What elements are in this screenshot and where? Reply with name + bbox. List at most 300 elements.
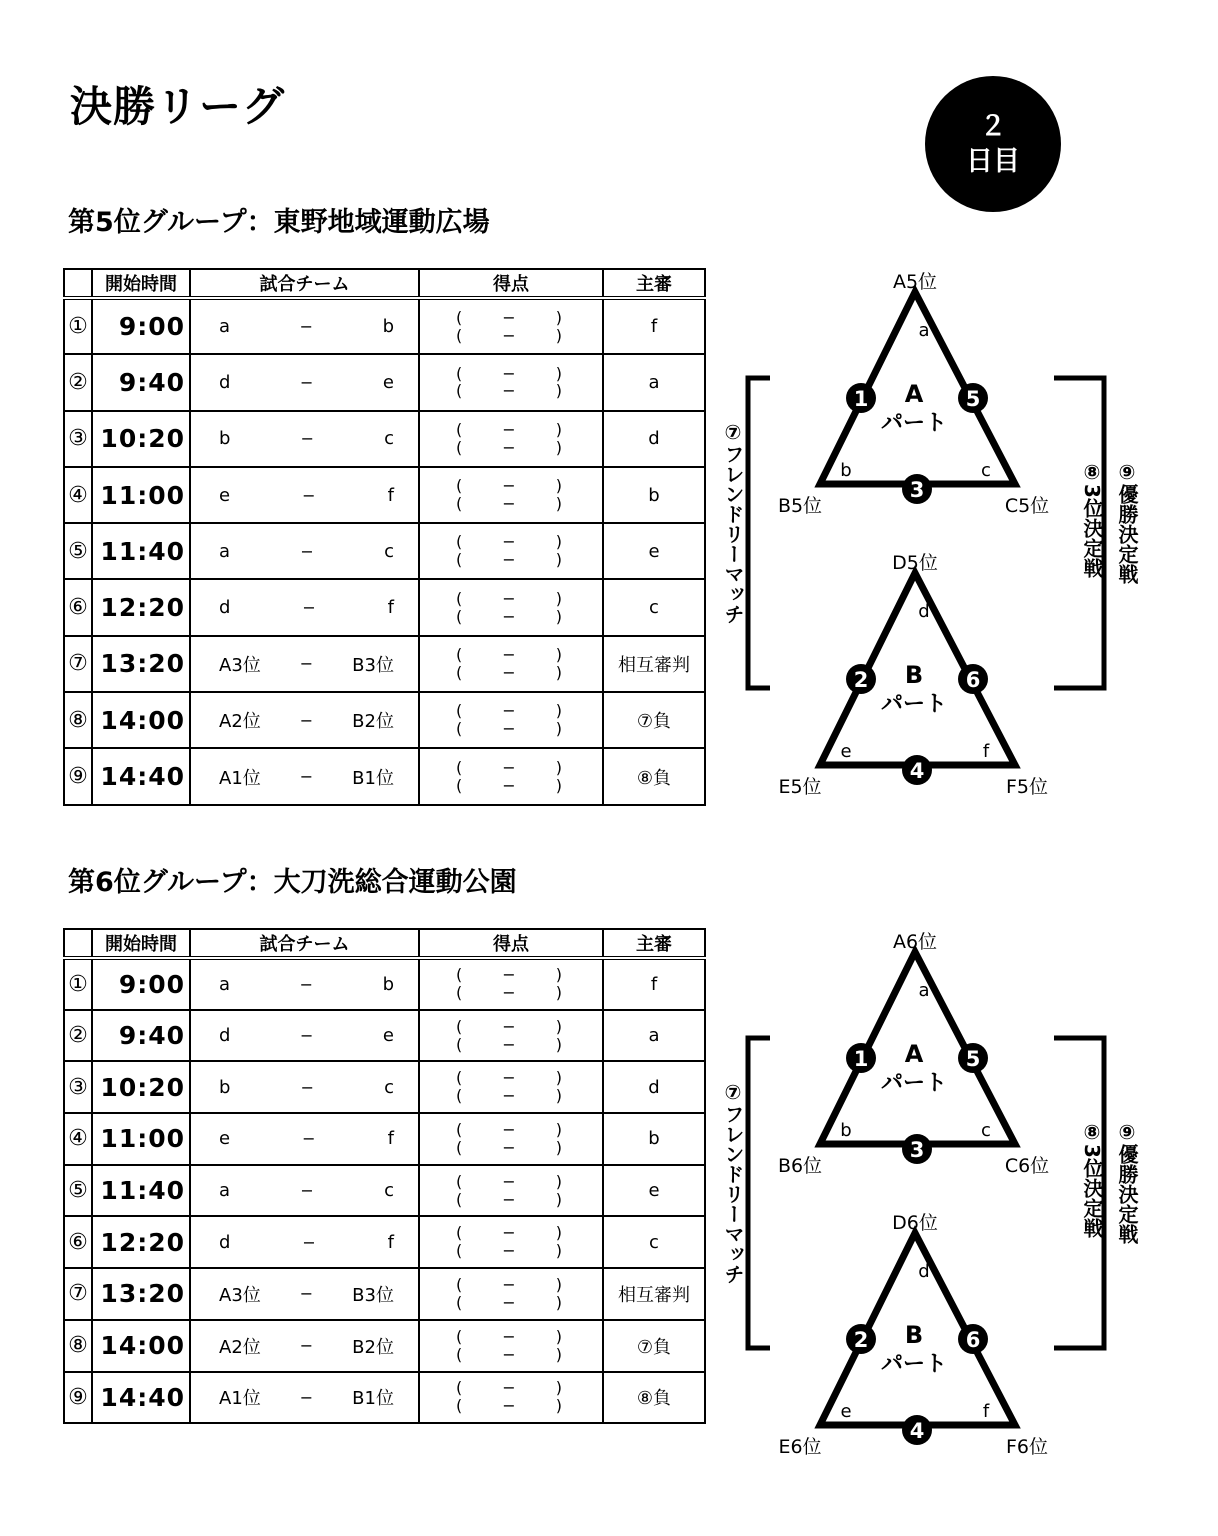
match-referee: ⑦負 xyxy=(603,1320,705,1372)
away-team: B2位 xyxy=(352,711,394,733)
score-line xyxy=(420,1139,602,1157)
match-row xyxy=(64,1216,705,1268)
vertex-label-left: E6位 xyxy=(778,1436,822,1458)
vs-dash: − xyxy=(300,429,314,449)
paren-open: ( xyxy=(456,1292,463,1312)
score-dash: − xyxy=(502,1171,516,1191)
home-team: b xyxy=(219,428,231,450)
paren-open: ( xyxy=(456,965,463,985)
part-letter: A xyxy=(904,380,924,408)
header-teams: 試合チーム xyxy=(190,269,419,298)
match-number: ① xyxy=(64,298,92,354)
match-time: 14:40 xyxy=(92,748,190,804)
score-dash: − xyxy=(502,419,516,439)
match-circle-number: 3 xyxy=(909,478,925,502)
score-dash: − xyxy=(502,1068,516,1088)
header-num xyxy=(64,269,92,298)
match-teams xyxy=(190,958,419,1010)
header-score: 得点 xyxy=(419,929,603,958)
match-circle-number: 4 xyxy=(909,1419,925,1443)
paren-close: ) xyxy=(555,1189,562,1209)
score-line xyxy=(420,309,602,327)
vertex-label-left: B6位 xyxy=(777,1155,823,1177)
paren-close: ) xyxy=(555,1034,562,1054)
score-line xyxy=(420,365,602,383)
match-row xyxy=(64,579,705,635)
paren-open: ( xyxy=(456,775,463,795)
score-line xyxy=(420,1294,602,1312)
third-place-label: ⑧3位決定戦 xyxy=(1080,1120,1104,1238)
match-row xyxy=(64,748,705,804)
home-team: a xyxy=(219,316,231,338)
match-time: 14:00 xyxy=(92,1320,190,1372)
paren-close: ) xyxy=(555,1378,562,1398)
paren-open: ( xyxy=(456,532,463,552)
score-dash: − xyxy=(502,1241,516,1261)
paren-open: ( xyxy=(456,307,463,327)
score-line xyxy=(420,1242,602,1260)
score-line xyxy=(420,1173,602,1191)
final-label: ⑨優勝決定戦 xyxy=(1115,460,1139,584)
score-line xyxy=(420,966,602,984)
match-number: ⑥ xyxy=(64,579,92,635)
match-referee: f xyxy=(603,298,705,354)
score-cell xyxy=(419,1165,603,1217)
match-teams xyxy=(190,298,419,354)
match-number: ③ xyxy=(64,1061,92,1113)
score-dash: − xyxy=(502,1292,516,1312)
match-teams xyxy=(190,411,419,467)
header-teams: 試合チーム xyxy=(190,929,419,958)
paren-close: ) xyxy=(555,1120,562,1139)
match-row xyxy=(64,1165,705,1217)
match-teams xyxy=(190,1268,419,1320)
score-cell xyxy=(419,1372,603,1424)
score-dash: − xyxy=(502,1120,516,1139)
away-team: c xyxy=(384,540,394,562)
match-time: 9:00 xyxy=(92,298,190,354)
match-referee: ⑧負 xyxy=(603,1372,705,1424)
part-label: パート xyxy=(880,1352,948,1377)
paren-close: ) xyxy=(555,662,562,682)
vs-dash: − xyxy=(299,710,314,730)
score-cell xyxy=(419,748,603,804)
paren-close: ) xyxy=(555,1086,562,1106)
score-cell xyxy=(419,692,603,748)
paren-open: ( xyxy=(456,437,463,457)
paren-close: ) xyxy=(555,1292,562,1312)
score-line xyxy=(420,1276,602,1294)
score-dash: − xyxy=(502,550,516,570)
score-dash: − xyxy=(502,1189,516,1209)
home-team: a xyxy=(219,1180,231,1202)
paren-open: ( xyxy=(456,1137,463,1157)
part-label: パート xyxy=(880,411,948,436)
match-teams xyxy=(190,1320,419,1372)
score-cell xyxy=(419,958,603,1010)
paren-open: ( xyxy=(456,1241,463,1261)
paren-open: ( xyxy=(456,1378,463,1398)
paren-open: ( xyxy=(456,719,463,739)
header-score: 得点 xyxy=(419,269,603,298)
match-referee: b xyxy=(603,467,705,523)
score-cell xyxy=(419,1268,603,1320)
match-row xyxy=(64,523,705,579)
match-number: ⑦ xyxy=(64,1268,92,1320)
score-dash: − xyxy=(502,983,516,1003)
paren-close: ) xyxy=(555,965,562,985)
home-team: A3位 xyxy=(219,1284,261,1306)
away-team: c xyxy=(384,1076,394,1098)
score-dash: − xyxy=(502,476,516,496)
vs-dash: − xyxy=(299,654,314,674)
vertex-team-top: d xyxy=(918,1261,930,1282)
match-number: ② xyxy=(64,1010,92,1062)
triangle-part-a xyxy=(778,271,1049,517)
match-circle-number: 6 xyxy=(965,668,981,692)
vs-dash: − xyxy=(300,1077,314,1097)
score-line xyxy=(420,590,602,608)
vertex-label-top: D5位 xyxy=(892,552,938,574)
score-cell xyxy=(419,579,603,635)
score-dash: − xyxy=(502,775,516,795)
paren-close: ) xyxy=(555,381,562,401)
match-time: 11:00 xyxy=(92,1113,190,1165)
paren-open: ( xyxy=(456,1016,463,1036)
paren-close: ) xyxy=(555,325,562,345)
vertex-label-top: A6位 xyxy=(892,931,938,953)
match-row xyxy=(64,411,705,467)
match-teams xyxy=(190,1165,419,1217)
paren-open: ( xyxy=(456,701,463,721)
paren-open: ( xyxy=(456,1086,463,1106)
paren-open: ( xyxy=(456,1171,463,1191)
match-time: 11:00 xyxy=(92,467,190,523)
vertex-label-top: A5位 xyxy=(892,271,938,293)
away-team: B2位 xyxy=(352,1336,394,1358)
home-team: b xyxy=(219,1076,231,1098)
score-line xyxy=(420,1069,602,1087)
score-cell xyxy=(419,298,603,354)
score-cell xyxy=(419,1320,603,1372)
score-line xyxy=(420,1018,602,1036)
paren-close: ) xyxy=(555,775,562,795)
vertex-team-left: e xyxy=(840,1401,852,1422)
match-row xyxy=(64,298,705,354)
score-dash: − xyxy=(502,606,516,626)
paren-open: ( xyxy=(456,606,463,626)
paren-close: ) xyxy=(555,1396,562,1416)
left-bracket xyxy=(748,378,770,688)
triangle-part-a xyxy=(778,931,1049,1177)
group-title-6: 第6位グループ：大刀洗総合運動公園 xyxy=(68,867,517,898)
match-circle-number: 2 xyxy=(853,668,869,692)
vertex-team-left: b xyxy=(840,1120,852,1141)
vertex-team-left: e xyxy=(840,741,852,762)
vs-dash: − xyxy=(302,1129,316,1149)
score-line xyxy=(420,1379,602,1397)
match-row xyxy=(64,1320,705,1372)
triangle-part-b xyxy=(778,552,1048,798)
score-line xyxy=(420,439,602,457)
day-label: 日目 xyxy=(966,146,1020,177)
score-cell xyxy=(419,523,603,579)
vertex-label-top: D6位 xyxy=(892,1212,938,1234)
score-dash: − xyxy=(502,965,516,985)
home-team: a xyxy=(219,540,231,562)
vertex-label-left: B5位 xyxy=(777,495,823,517)
paren-open: ( xyxy=(456,1223,463,1243)
vs-dash: − xyxy=(299,1284,314,1304)
paren-open: ( xyxy=(456,1120,463,1139)
vertex-team-top: a xyxy=(918,320,930,341)
match-teams xyxy=(190,579,419,635)
home-team: d xyxy=(219,1231,231,1253)
score-dash: − xyxy=(502,1034,516,1054)
vertex-label-right: F5位 xyxy=(1005,776,1049,798)
away-team: b xyxy=(382,316,394,338)
score-cell xyxy=(419,636,603,692)
score-dash: − xyxy=(502,532,516,552)
match-referee: a xyxy=(603,1010,705,1062)
match-circle-number: 1 xyxy=(853,387,869,411)
match-teams xyxy=(190,1372,419,1424)
score-cell xyxy=(419,1061,603,1113)
vertex-label-left: E5位 xyxy=(778,776,822,798)
match-time: 11:40 xyxy=(92,523,190,579)
paren-open: ( xyxy=(456,325,463,345)
match-referee: a xyxy=(603,354,705,410)
vertex-team-right: f xyxy=(982,741,990,762)
score-dash: − xyxy=(502,701,516,721)
away-team: f xyxy=(387,484,394,506)
day-number: ２ xyxy=(979,110,1007,142)
header-start-time: 開始時間 xyxy=(92,269,190,298)
score-cell xyxy=(419,467,603,523)
group-title-5: 第5位グループ：東野地域運動広場 xyxy=(68,207,490,238)
paren-open: ( xyxy=(456,381,463,401)
paren-close: ) xyxy=(555,363,562,383)
match-teams xyxy=(190,636,419,692)
paren-open: ( xyxy=(456,645,463,665)
match-teams xyxy=(190,692,419,748)
match-circle-number: 4 xyxy=(909,759,925,783)
match-time: 13:20 xyxy=(92,1268,190,1320)
vs-dash: − xyxy=(302,598,316,618)
away-team: e xyxy=(382,371,394,393)
part-letter: A xyxy=(904,1040,924,1068)
score-cell xyxy=(419,354,603,410)
match-number: ⑨ xyxy=(64,748,92,804)
paren-close: ) xyxy=(555,1241,562,1261)
score-line xyxy=(420,1224,602,1242)
match-time: 12:20 xyxy=(92,1216,190,1268)
score-line xyxy=(420,327,602,345)
score-line xyxy=(420,1191,602,1209)
match-row xyxy=(64,354,705,410)
paren-open: ( xyxy=(456,983,463,1003)
paren-close: ) xyxy=(555,1223,562,1243)
friendly-match-label: ⑦フレンドリーマッチ xyxy=(721,420,745,624)
match-referee: e xyxy=(603,1165,705,1217)
match-referee: ⑦負 xyxy=(603,692,705,748)
score-line xyxy=(420,777,602,795)
match-row xyxy=(64,1113,705,1165)
vertex-team-right: c xyxy=(981,460,991,481)
paren-open: ( xyxy=(456,1034,463,1054)
match-row xyxy=(64,1061,705,1113)
home-team: A2位 xyxy=(219,711,261,733)
score-cell xyxy=(419,1113,603,1165)
home-team: e xyxy=(219,1128,231,1150)
match-teams xyxy=(190,1010,419,1062)
day-badge xyxy=(925,76,1061,212)
paren-open: ( xyxy=(456,476,463,496)
triangle-part-b xyxy=(778,1212,1048,1458)
match-referee: b xyxy=(603,1113,705,1165)
part-letter: B xyxy=(904,1321,924,1349)
match-row xyxy=(64,636,705,692)
match-time: 10:20 xyxy=(92,1061,190,1113)
paren-open: ( xyxy=(456,419,463,439)
paren-open: ( xyxy=(456,550,463,570)
score-line xyxy=(420,1328,602,1346)
score-line xyxy=(420,1121,602,1139)
match-number: ⑨ xyxy=(64,1372,92,1424)
vs-dash: − xyxy=(299,317,313,337)
match-referee: c xyxy=(603,1216,705,1268)
vs-dash: − xyxy=(299,767,314,787)
score-dash: − xyxy=(502,1326,516,1346)
match-number: ④ xyxy=(64,467,92,523)
schedule-table-6 xyxy=(63,928,706,1424)
score-dash: − xyxy=(502,307,516,327)
paren-close: ) xyxy=(555,1068,562,1088)
match-time: 11:40 xyxy=(92,1165,190,1217)
part-letter: B xyxy=(904,661,924,689)
friendly-match-label: ⑦フレンドリーマッチ xyxy=(721,1080,745,1284)
match-time: 9:40 xyxy=(92,354,190,410)
home-team: a xyxy=(219,973,231,995)
score-line xyxy=(420,759,602,777)
vs-dash: − xyxy=(302,485,316,505)
score-dash: − xyxy=(502,325,516,345)
match-circle-number: 5 xyxy=(965,1047,981,1071)
paren-open: ( xyxy=(456,588,463,608)
paren-close: ) xyxy=(555,1171,562,1191)
score-line xyxy=(420,1346,602,1364)
score-dash: − xyxy=(502,1086,516,1106)
score-dash: − xyxy=(502,1223,516,1243)
score-line xyxy=(420,984,602,1002)
score-cell xyxy=(419,1216,603,1268)
match-referee: d xyxy=(603,1061,705,1113)
paren-open: ( xyxy=(456,662,463,682)
score-dash: − xyxy=(502,1378,516,1398)
paren-close: ) xyxy=(555,757,562,777)
score-line xyxy=(420,421,602,439)
paren-open: ( xyxy=(456,1275,463,1295)
score-line xyxy=(420,551,602,569)
match-number: ② xyxy=(64,354,92,410)
match-circle-number: 3 xyxy=(909,1138,925,1162)
match-number: ⑦ xyxy=(64,636,92,692)
paren-close: ) xyxy=(555,983,562,1003)
paren-close: ) xyxy=(555,476,562,496)
left-bracket xyxy=(748,1038,770,1348)
match-referee: 相互審判 xyxy=(603,1268,705,1320)
away-team: b xyxy=(382,973,394,995)
match-number: ⑤ xyxy=(64,523,92,579)
home-team: d xyxy=(219,597,231,619)
league-diagram-5 xyxy=(712,262,1218,802)
score-line xyxy=(420,720,602,738)
paren-close: ) xyxy=(555,606,562,626)
match-teams xyxy=(190,467,419,523)
match-time: 12:20 xyxy=(92,579,190,635)
score-dash: − xyxy=(502,363,516,383)
header-start-time: 開始時間 xyxy=(92,929,190,958)
match-referee: f xyxy=(603,958,705,1010)
vertex-team-top: a xyxy=(918,980,930,1001)
score-dash: − xyxy=(502,1016,516,1036)
paren-open: ( xyxy=(456,363,463,383)
score-dash: − xyxy=(502,719,516,739)
match-row xyxy=(64,958,705,1010)
paren-close: ) xyxy=(555,1344,562,1364)
match-teams xyxy=(190,523,419,579)
header-num xyxy=(64,929,92,958)
paren-close: ) xyxy=(555,437,562,457)
away-team: e xyxy=(382,1025,394,1047)
paren-close: ) xyxy=(555,588,562,608)
paren-close: ) xyxy=(555,719,562,739)
vs-dash: − xyxy=(300,1181,314,1201)
score-line xyxy=(420,1397,602,1415)
away-team: f xyxy=(387,597,394,619)
away-team: B1位 xyxy=(352,1388,394,1410)
score-dash: − xyxy=(502,757,516,777)
vertex-team-right: f xyxy=(982,1401,990,1422)
home-team: A2位 xyxy=(219,1336,261,1358)
vertex-label-right: C5位 xyxy=(1004,495,1050,517)
away-team: B3位 xyxy=(352,654,394,676)
match-time: 14:00 xyxy=(92,692,190,748)
page-title: 決勝リーグ xyxy=(70,82,286,131)
match-referee: c xyxy=(603,579,705,635)
match-referee: 相互審判 xyxy=(603,636,705,692)
paren-open: ( xyxy=(456,494,463,514)
paren-open: ( xyxy=(456,1189,463,1209)
paren-close: ) xyxy=(555,550,562,570)
score-line xyxy=(420,495,602,513)
schedule-table-5 xyxy=(63,268,706,806)
home-team: d xyxy=(219,1025,231,1047)
vs-dash: − xyxy=(299,372,314,392)
header-referee: 主審 xyxy=(603,929,705,958)
score-line xyxy=(420,533,602,551)
match-row xyxy=(64,1268,705,1320)
score-dash: − xyxy=(502,1137,516,1157)
score-dash: − xyxy=(502,1396,516,1416)
match-time: 13:20 xyxy=(92,636,190,692)
match-number: ③ xyxy=(64,411,92,467)
away-team: c xyxy=(384,1180,394,1202)
paren-open: ( xyxy=(456,1068,463,1088)
vertex-label-right: C6位 xyxy=(1004,1155,1050,1177)
score-dash: − xyxy=(502,1275,516,1295)
score-line xyxy=(420,1087,602,1105)
